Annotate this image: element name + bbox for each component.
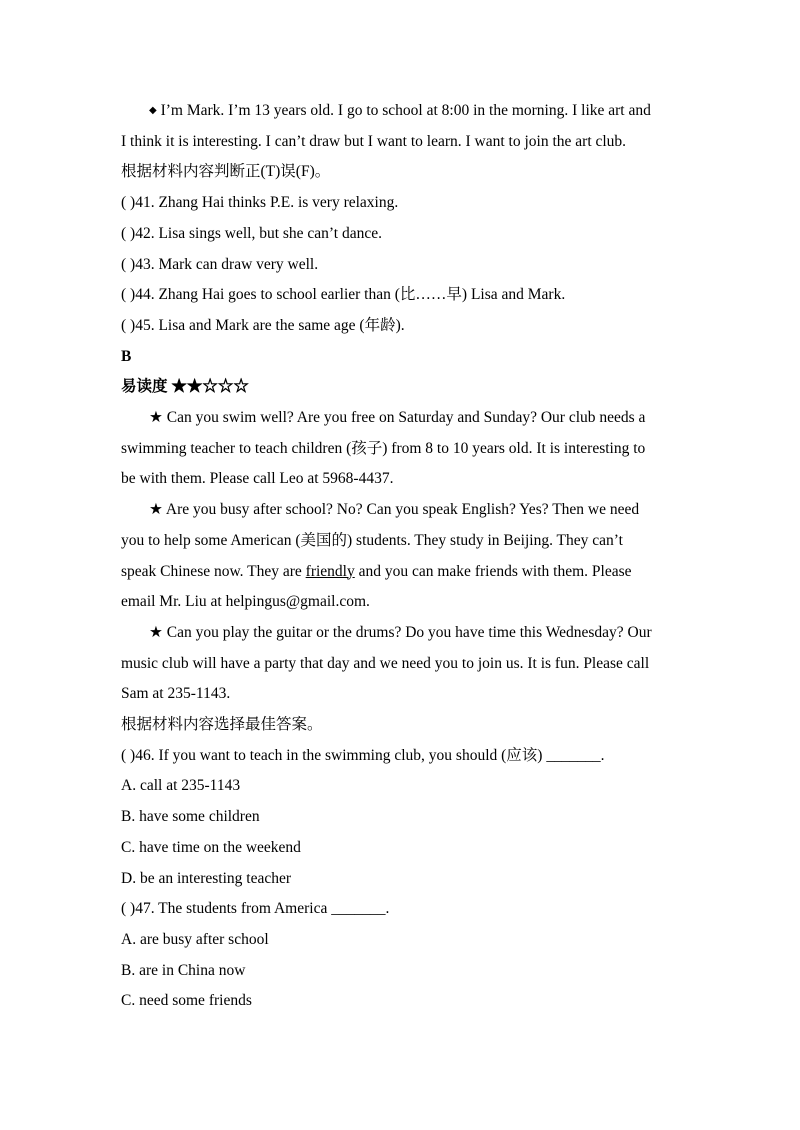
- q46-option-c: C. have time on the weekend: [121, 838, 301, 856]
- ad3-line-3: Sam at 235-1143.: [121, 685, 231, 703]
- mc-instruction: 根据材料内容选择最佳答案。: [121, 716, 323, 734]
- question-44: ( )44. Zhang Hai goes to school earlier than (比……早) Lisa and Mark.: [121, 286, 566, 304]
- q47-option-a: A. are busy after school: [121, 930, 269, 948]
- section-heading-b: B: [121, 347, 132, 365]
- q47-option-c: C. need some friends: [121, 992, 252, 1010]
- ad3-line-1: ★ Can you play the guitar or the drums? Do you have time this Wednesday? Our: [149, 623, 652, 641]
- document-page: [121, 96, 681, 1017]
- ad3-line-2: music club will have a party that day and we need you to join us. It is fun. Please call: [121, 654, 650, 672]
- ad1-line-2: swimming teacher to teach children (孩子) from 8 to 10 years old. It is interesting to: [121, 439, 646, 457]
- q46-option-a: A. call at 235-1143: [121, 777, 241, 795]
- readability-rating: 易读度 ★★☆☆☆: [121, 378, 249, 396]
- q46-option-b: B. have some children: [121, 808, 260, 826]
- question-42: ( )42. Lisa sings well, but she can’t dance.: [121, 224, 382, 242]
- ad2-line-3: speak Chinese now. They are friendly and you can make friends with them. Please: [121, 562, 632, 580]
- q47-option-b: B. are in China now: [121, 961, 246, 979]
- question-45: ( )45. Lisa and Mark are the same age (年龄).: [121, 316, 405, 334]
- passage-a-line-1: ◆ I’m Mark. I’m 13 years old. I go to school at 8:00 in the morning. I like art and: [149, 102, 651, 119]
- tf-instruction: 根据材料内容判断正(T)误(F)。: [121, 163, 331, 181]
- ad2-line-2: you to help some American (美国的) students. They study in Beijing. They can’t: [121, 531, 623, 549]
- underlined-word-friendly: friendly: [305, 562, 355, 580]
- ad1-line-3: be with them. Please call Leo at 5968-4437.: [121, 470, 394, 488]
- ad2-line-1: ★ Are you busy after school? No? Can you speak English? Yes? Then we need: [149, 501, 640, 519]
- passage-a-line-2: I think it is interesting. I can’t draw but I want to learn. I want to join the art club.: [121, 132, 627, 150]
- q46-option-d: D. be an interesting teacher: [121, 869, 291, 887]
- question-41: ( )41. Zhang Hai thinks P.E. is very relaxing.: [121, 194, 399, 212]
- diamond-bullet-icon: ◆: [149, 105, 157, 116]
- question-43: ( )43. Mark can draw very well.: [121, 255, 319, 273]
- ad1-line-1: ★ Can you swim well? Are you free on Saturday and Sunday? Our club needs a: [149, 409, 646, 427]
- ad2-line-4: email Mr. Liu at helpingus@gmail.com.: [121, 593, 370, 611]
- question-47: ( )47. The students from America _______.: [121, 900, 390, 918]
- question-46: ( )46. If you want to teach in the swimming club, you should (应该) _______.: [121, 746, 605, 764]
